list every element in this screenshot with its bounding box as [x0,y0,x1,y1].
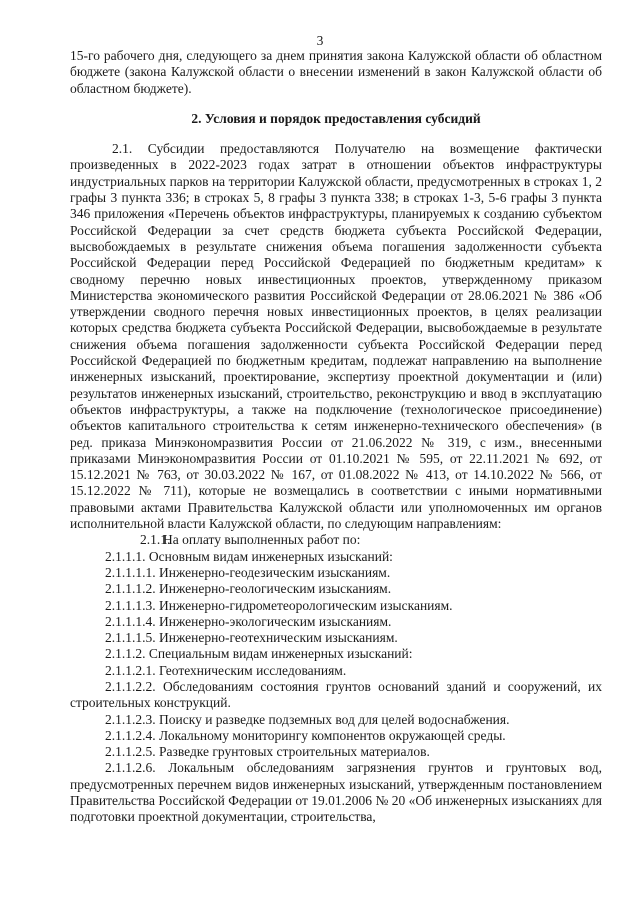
list-item-2-1-1-2-3: 2.1.1.2.3. Поиску и разведке подземных вод для целей водоснабжения. [105,711,510,727]
list-item-2-1-1-1-4: 2.1.1.1.4. Инженерно-экологическим изысканиям. [105,613,392,629]
list-item-2-1-1-2-2: 2.1.1.2.2. Обследованиям состояния грунтов оснований зданий и сооружений, их строительных конструкций. [70,678,602,711]
list-item-2-1-1-2-1: 2.1.1.2.1. Геотехническим исследованиям. [105,662,347,678]
list-item-2-1-1-1-1: 2.1.1.1.1. Инженерно-геодезическим изысканиям. [105,564,391,580]
list-item-2-1-1-2-5: 2.1.1.2.5. Разведке грунтовых строительных материалов. [105,744,430,760]
list-item-2-1-1-1: 2.1.1.1. Основным видам инженерных изысканий: [105,548,393,564]
section-title: 2. Условия и порядок предоставления субсидий [191,110,481,126]
document-body [70,48,602,826]
list-item-2-1-1-2-6: 2.1.1.2.6. Локальным обследованиям загрязнения грунтов и грунтовых вод, предусмотренных перечнем видов инженерных изысканий, утвержденным постановлением Правительства Российской Федерации от 19.01.2006 № 20 «Об инженерных изысканиях для подготовки проектной документации, строительства, [70,760,602,825]
page-number: 3 [316,33,324,48]
list-item-2-1-1-1-3: 2.1.1.1.3. Инженерно-гидрометеорологическим изысканиям. [105,597,453,613]
list-item-number: 2.1.1. [140,532,171,548]
list-item-2-1-1-2: 2.1.1.2. Специальным видам инженерных изысканий: [105,646,413,662]
list-item-2-1-1 [70,532,602,548]
paragraph-2-1: 2.1. Субсидии предоставляются Получателю на возмещение фактически произведенных в 2022-2023 годах затрат в отношении объектов инфраструктуры индустриальных парков на территории Калужской области, предусмотренных в строках 1, 2 графы 3 пункта 336; в строках 5, 8 графы 3 пункта 338; в строках 1-3, 5-6 графы 3 пункта 346 приложения «Перечень объектов инфраструктуры, планируемых к созданию субъектом Российской Федерации за счет средств бюджета субъекта Российской Федерации, высвобождаемых в результате снижения объема погашения задолженности субъекта Российской Федерации перед Российской Федерацией по бюджетным кредитам» к сводному перечню новых инвестиционных проектов, утвержденному приказом Министерства экономического развития Российской Федерации от 28.06.2021 № 386 «Об утверждении сводного перечня новых инвестиционных проектов, в целях реализации которых средства бюджета субъекта Российской Федерации, высвобождаемые в результате снижения объема погашения задолженности субъекта Российской Федерации перед Российской Федерацией по бюджетным кредитам, подлежат направлению на выполнение инженерных изысканий, проектирование, экспертизу проектной документации и (или) результатов инженерных изысканий, строительство, реконструкцию и ввод в эксплуатацию объектов инфраструктуры, а также на подключение (технологическое присоединение) объектов капитального строительства к сетям инженерно-технического обеспечения» (в ред. приказа Минэкономразвития России от 21.06.2022 № 319, с изм., внесенными приказами Минэкономразвития России от 01.10.2021 № 595, от 22.11.2021 № 692, от 15.12.2021 № 763, от 30.03.2022 № 167, от 01.08.2022 № 413, от 14.10.2022 № 566, от 15.12.2022 № 711), которые не возмещались в соответствии с иными нормативными правовыми актами Правительства Калужской области или уполномоченных им органов исполнительной власти Калужской области, по следующим направлениям: [70,141,602,532]
list-item-text: На оплату выполненных работ по: [163,532,361,548]
list-item-2-1-1-1-2: 2.1.1.1.2. Инженерно-геологическим изысканиям. [105,581,392,597]
list-item-2-1-1-1-5: 2.1.1.1.5. Инженерно-геотехническим изысканиям. [105,630,398,646]
list-item-2-1-1-2-4: 2.1.1.2.4. Локальному мониторингу компонентов окружающей среды. [105,727,506,743]
continuation-paragraph: 15-го рабочего дня, следующего за днем принятия закона Калужской области об областном бюджете (закона Калужской области о внесении изменений в закон Калужской области об областном бюджете). [70,48,602,96]
